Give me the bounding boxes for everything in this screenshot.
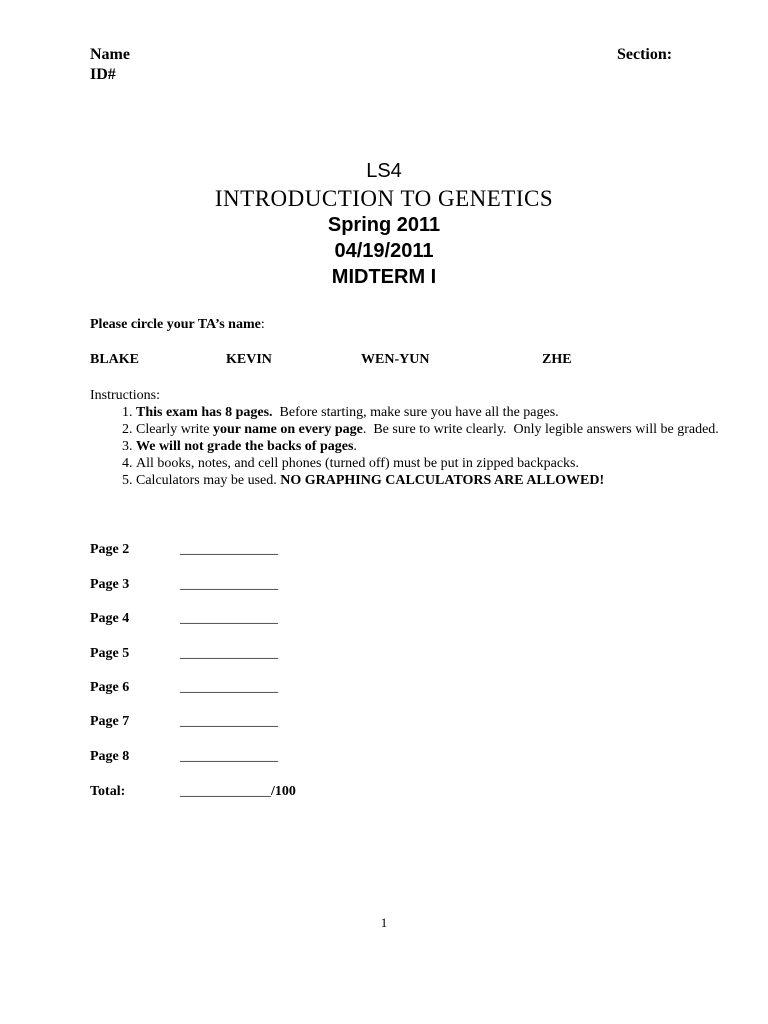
instructions-heading: Instructions:	[90, 388, 160, 403]
instruction-item	[136, 421, 730, 438]
instruction-text: Clearly write	[136, 422, 213, 437]
instruction-text: Before starting, make sure you have all the pages.	[272, 405, 559, 420]
total-label: Total:	[90, 784, 126, 799]
instruction-text: All books, notes, and cell phones (turned off) must be put in zipped backpacks.	[136, 456, 579, 471]
instruction-text: . Be sure to write clearly. Only legible answers will be graded.	[362, 422, 719, 437]
total-blank[interactable]: _____________	[180, 784, 271, 799]
score-blank[interactable]: ______________	[180, 646, 278, 661]
score-label: Page 7	[90, 714, 130, 729]
score-label: Page 5	[90, 646, 130, 661]
exam-term: Spring 2011	[327, 214, 441, 236]
instruction-text: Calculators may be used.	[136, 473, 281, 488]
score-row-page-7	[90, 714, 278, 730]
ta-name-zhe[interactable]: ZHE	[542, 352, 572, 367]
instruction-item	[136, 472, 730, 489]
score-row-page-2	[90, 542, 278, 558]
score-blank[interactable]: ______________	[180, 749, 278, 764]
section-label: Section:	[617, 46, 673, 63]
instruction-item	[136, 455, 730, 472]
ta-name-kevin[interactable]: KEVIN	[226, 352, 272, 367]
score-blank[interactable]: ______________	[180, 577, 278, 592]
score-row-page-8	[90, 749, 278, 765]
ta-prompt-text: Please circle your TA’s name	[90, 317, 261, 332]
ta-name-blake[interactable]: BLAKE	[90, 352, 140, 367]
page-number: 1	[380, 915, 388, 930]
instruction-bold: We will not grade the backs of pages	[136, 439, 354, 454]
ta-name-wen-yun[interactable]: WEN-YUN	[361, 352, 430, 367]
exam-date: 04/19/2011	[334, 240, 434, 262]
id-label: ID#	[90, 66, 116, 83]
instruction-bold: NO GRAPHING CALCULATORS ARE ALLOWED!	[280, 473, 605, 488]
ta-prompt-colon: :	[260, 317, 265, 332]
score-label: Page 2	[90, 542, 130, 557]
total-suffix: /100	[271, 784, 296, 799]
instruction-bold: This exam has 8 pages.	[136, 405, 273, 420]
instruction-item	[136, 438, 730, 455]
score-blank[interactable]: ______________	[180, 680, 278, 695]
instruction-item	[136, 404, 730, 421]
score-row-page-4	[90, 611, 278, 627]
instructions	[90, 387, 730, 489]
instructions-list	[90, 404, 730, 489]
score-label: Page 4	[90, 611, 130, 626]
score-blank[interactable]: ______________	[180, 611, 278, 626]
name-label: Name	[90, 46, 130, 63]
score-blank[interactable]: ______________	[180, 542, 278, 557]
score-blank[interactable]: ______________	[180, 714, 278, 729]
course-title: INTRODUCTION TO GENETICS	[214, 186, 554, 211]
score-row-page-6	[90, 680, 278, 696]
ta-prompt	[90, 317, 265, 333]
instruction-text: .	[353, 439, 357, 454]
score-row-total	[90, 784, 296, 800]
instruction-bold: your name on every page	[212, 422, 363, 437]
score-label: Page 8	[90, 749, 130, 764]
score-row-page-3	[90, 577, 278, 593]
score-label: Page 3	[90, 577, 130, 592]
course-code: LS4	[366, 160, 402, 182]
exam-title: MIDTERM I	[331, 266, 437, 288]
score-row-page-5	[90, 646, 278, 662]
score-label: Page 6	[90, 680, 130, 695]
